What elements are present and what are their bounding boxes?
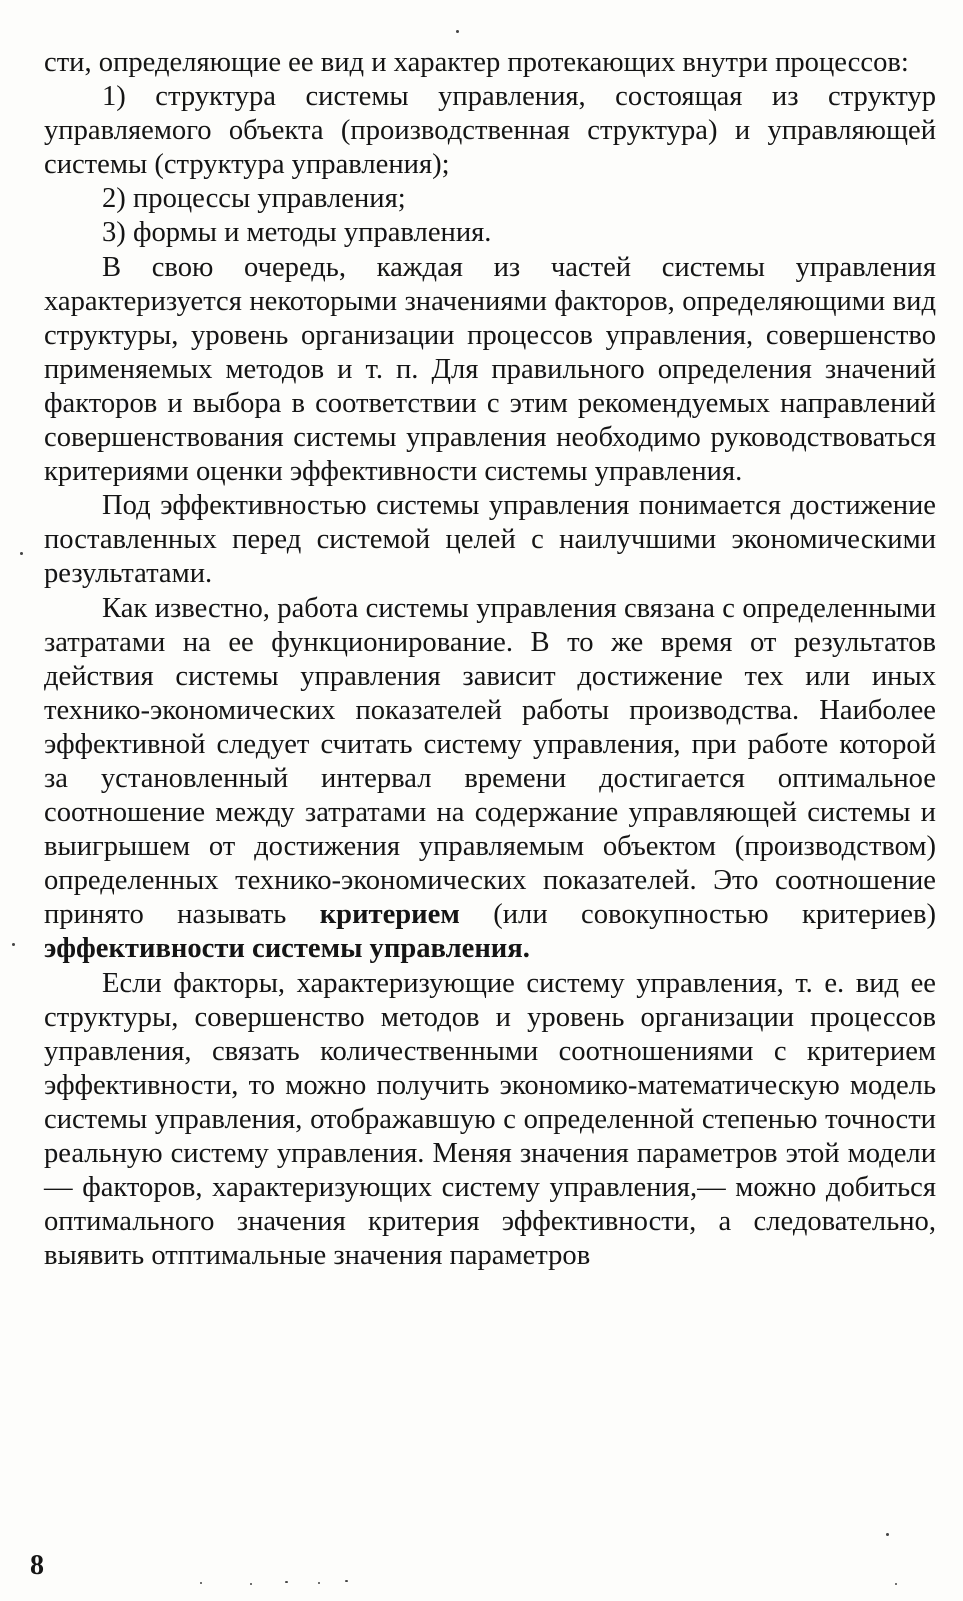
scan-speck <box>895 1583 897 1585</box>
paragraph-factors: В свою очередь, каждая из частей системы управления характеризуется некоторыми значениями факторов, определяющими вид структуры, уровень организации процессов управления, совершенство применяемых методов и т. п. Для правильного определения значений факторов и выбора в соответствии с этим рекомендуемых направлений совершенствования системы управления необходимо руководствоваться критериями оценки эффективности системы управления. <box>44 251 936 488</box>
scan-speck <box>250 1583 252 1585</box>
scan-speck <box>456 30 459 33</box>
criterion-text-middle: (или совокупностью критериев) <box>459 899 936 931</box>
criterion-term: критерием <box>319 899 460 931</box>
scan-speck <box>12 943 15 946</box>
scan-speck <box>200 1582 202 1584</box>
paragraph-model: Если факторы, характеризующие систему управления, т. е. вид ее структуры, совершенство методов и уровень организации процессов управления, связать количественными соотношениями с критерием эффективности, то можно получить экономико-математическую модель системы управления, отображавшую с определенной степенью точности реальную систему управления. Меняя значения параметров этой модели — факторов, характеризующих систему управления,— можно добиться оптимального значения критерия эффективности, а следовательно, выявить отптимальные значения параметров <box>44 967 936 1272</box>
criterion-text-before: Как известно, работа системы управления связана с определенными затратами на ее функционирование. В то же время от результатов действия системы управления зависит достижение тех или иных технико-экономических показателей работы производства. Наиболее эффективной следует считать систему управления, при работе которой за установленный интервал времени достигается оптимальное соотношение между затратами на содержание управляющей системы и выигрышем от достижения управляемым объектом (производством) определенных технико-экономических показателей. Это соотношение принято называть <box>44 592 936 931</box>
criterion-term-efficiency: эффективности системы управления. <box>44 933 530 965</box>
list-item-structure: 1) структура системы управления, состоящая из структур управляемого объекта (производственная структура) и управляющей системы (структура управления); <box>44 81 936 181</box>
list-item-processes: 2) процессы управления; <box>102 183 406 215</box>
page-body-text <box>44 46 936 1273</box>
paragraph-efficiency-definition: Под эффективностью системы управления понимается достижение поставленных перед системой целей с наилучшими экономическими результатами. <box>44 490 936 590</box>
scan-speck <box>20 552 23 555</box>
scan-speck <box>345 1580 348 1582</box>
scan-speck <box>318 1582 320 1584</box>
page-number: 8 <box>30 1550 44 1581</box>
list-item-methods: 3) формы и методы управления. <box>102 217 492 249</box>
scan-speck <box>285 1581 288 1583</box>
paragraph-continuation: сти, определяющие ее вид и характер протекающих внутри процессов: <box>44 47 909 78</box>
paragraph-criterion <box>44 592 936 967</box>
scan-speck <box>886 1533 889 1536</box>
